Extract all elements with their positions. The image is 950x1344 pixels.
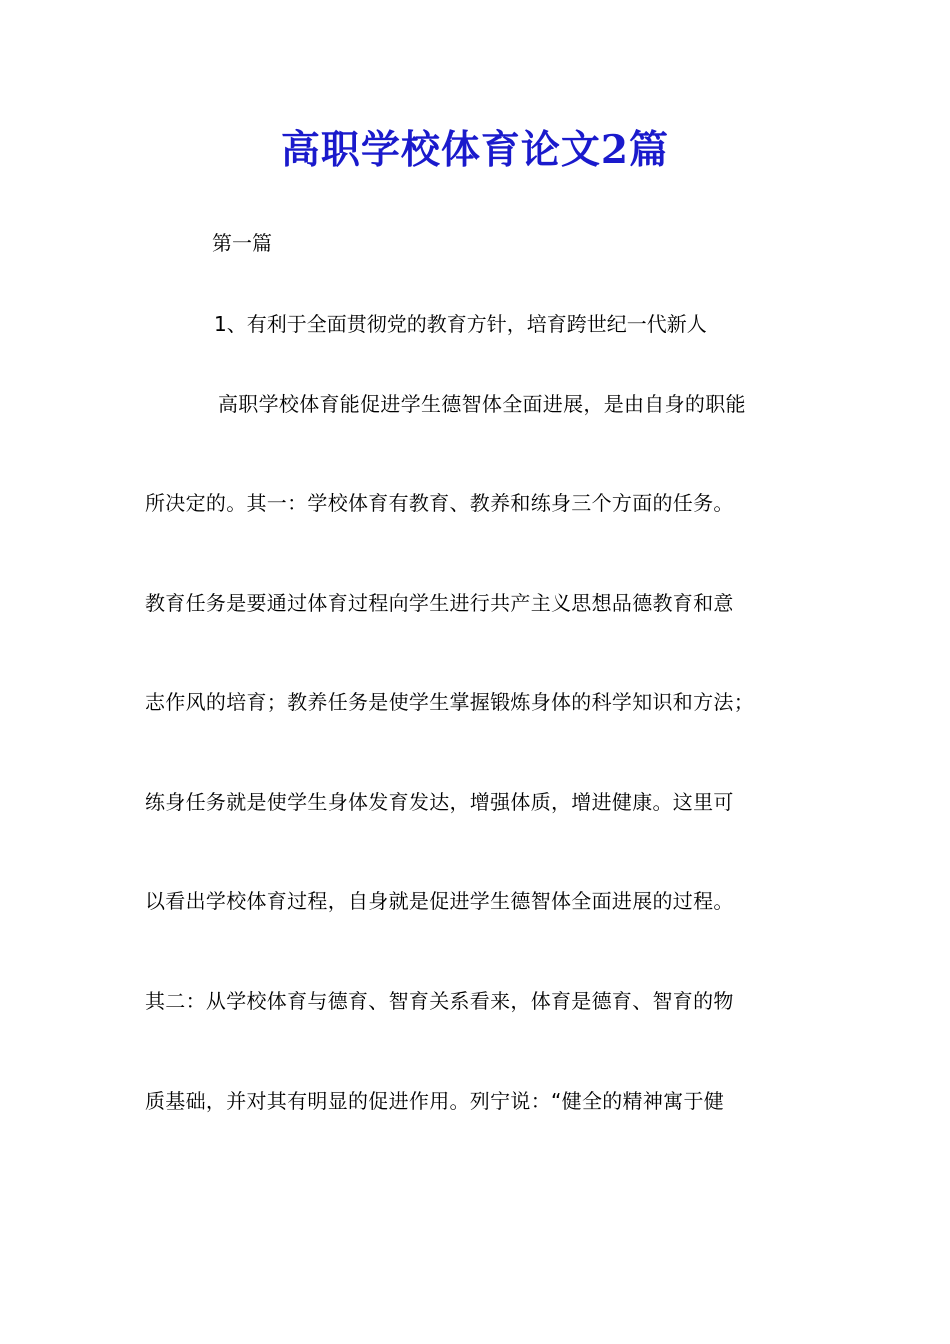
paragraph-line: 练身任务就是使学生身体发育发达，增强体质，增进健康。这里可 <box>145 790 734 814</box>
document-title: 高职学校体育论文2篇 <box>280 127 670 173</box>
section-heading: 1、有利于全面贯彻党的教育方针，培育跨世纪一代新人 <box>214 312 707 336</box>
paragraph-line: 教育任务是要通过体育过程向学生进行共产主义思想品德教育和意 <box>145 591 734 615</box>
paragraph-line: 志作风的培育；教养任务是使学生掌握锻炼身体的科学知识和方法； <box>145 690 754 714</box>
paragraph-line: 质基础，并对其有明显的促进作用。列宁说：“健全的精神寓于健 <box>145 1089 725 1113</box>
section-label: 第一篇 <box>212 231 272 255</box>
paragraph-line: 以看出学校体育过程，自身就是促进学生德智体全面进展的过程。 <box>145 889 734 913</box>
paragraph-line: 其二：从学校体育与德育、智育关系看来，体育是德育、智育的物 <box>145 989 734 1013</box>
paragraph-line: 高职学校体育能促进学生德智体全面进展，是由自身的职能 <box>218 392 746 416</box>
paragraph-line: 所决定的。其一：学校体育有教育、教养和练身三个方面的任务。 <box>145 491 734 515</box>
